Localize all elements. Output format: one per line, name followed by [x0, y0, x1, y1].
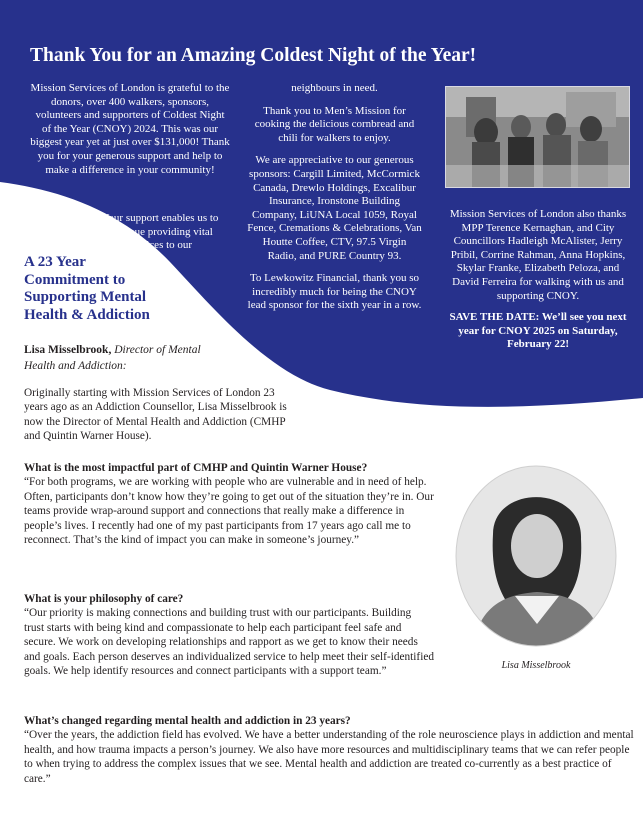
answer-impact: “For both programs, we are working with people who are vulnerable and in need of help. Often, participants don’t know how they’re going to get out of the situation they’re in. Our teams provide wrap-around support and connections that really make a difference in people’s lives. I recently had one of my past participants from 17 years ago call me to reconnect. That’s the kind of impact you can make in someone’s journey.”	[24, 476, 434, 547]
answer-changes: “Over the years, the addiction field has evolved. We have a better understanding of the role neuroscience plays in addiction and mental health, and how trauma impacts a person’s journey. We also have more resources and multidisciplinary teams that we can refer people to when trying to address the complex issues that we see. Mental health and addiction are treated co-currently as a best practice of care.”	[24, 729, 634, 785]
mens-mission-paragraph: Thank you to Men’s Mission for cooking the delicious cornbread and chili for walkers to enjoy.	[254, 104, 415, 144]
question-philosophy: What is your philosophy of care?	[24, 593, 184, 605]
answer-philosophy: “Our priority is making connections and building trust with our participants. Building trust starts with being kind and compassionate to help each participant feel safe and secure. We work on developing relationships and rapport as we get to know their needs and goals. Each person deserves an individualized service to help meet their self-identified goals. We help identify resources and connect participants with a support team.”	[24, 607, 434, 678]
sponsors-paragraph: We are appreciative to our generous sponsors: Cargill Limited, McCormick Canada, Drewlo Holdings, Excalibur Insurance, Ironstone Building Company, LiUNA Local 1059, Royal Fence, Cremations & Celebrations, Van Houtte Coffee, CTV, 97.5 Virgin Radio, and PURE Country 93.	[247, 154, 422, 262]
thank-you-column-3	[443, 208, 633, 360]
save-the-date-label: SAVE THE DATE:	[449, 311, 540, 324]
byline-name: Lisa Misselbrook,	[24, 344, 112, 356]
thank-you-column-2	[247, 82, 422, 322]
byline-role: Director of Mental Health and Addiction:	[24, 344, 201, 372]
save-the-date-paragraph	[443, 311, 633, 352]
question-impact: What is the most impactful part of CMHP and Quintin Warner House?	[24, 462, 368, 474]
byline	[24, 342, 224, 374]
support-paragraph: Your support enables us to continue providing vital services to our	[101, 212, 219, 252]
portrait-caption: Lisa Misselbrook	[501, 660, 571, 671]
qa-changes	[24, 714, 634, 786]
intro-paragraph: Originally starting with Mission Services of London 23 years ago as an Addiction Counsellor, Lisa Misselbrook is now the Director of Mental Health and Addiction (CMHP and Quintin Warner House).	[24, 387, 287, 443]
qa-philosophy	[24, 592, 434, 678]
lead-sponsor-paragraph: To Lewkowitz Financial, thank you so incredibly much for being the CNOY lead sponsor for the sixth year in a row.	[247, 272, 422, 312]
grateful-paragraph: Mission Services of London is grateful to the donors, over 400 walkers, sponsors, volunteers and supporters of Coldest Night of the Year (CNOY) 2024. This was our biggest year yet at just over $131,000! Thank you for your generous support and help to make a difference in your community!	[30, 82, 230, 176]
thank-you-column-1	[30, 82, 230, 177]
section-title: A 23 Year Commitment to Supporting Mental Health & Addiction	[24, 254, 150, 323]
qa-impact	[24, 461, 434, 547]
officials-paragraph: Mission Services of London also thanks MPP Terence Kernaghan, and City Councillors Hadleigh McAlister, Jerry Pribil, Corrine Rahman, Anna Hopkins, Skylar Franke, Elizabeth Peloza, and David Ferreira for walking with us and supporting CNOY.	[449, 208, 627, 302]
save-the-date-text: We’ll see you next year for CNOY 2025 on Saturday, February 22!	[458, 311, 627, 351]
page-headline: Thank You for an Amazing Coldest Night of the Year!	[30, 45, 477, 66]
support-paragraph-wrap	[100, 212, 220, 253]
question-changes: What’s changed regarding mental health and addiction in 23 years?	[24, 715, 351, 727]
portrait-photo	[453, 464, 619, 649]
walkers-photo	[445, 86, 630, 188]
neighbours-line: neighbours in need.	[291, 82, 378, 94]
